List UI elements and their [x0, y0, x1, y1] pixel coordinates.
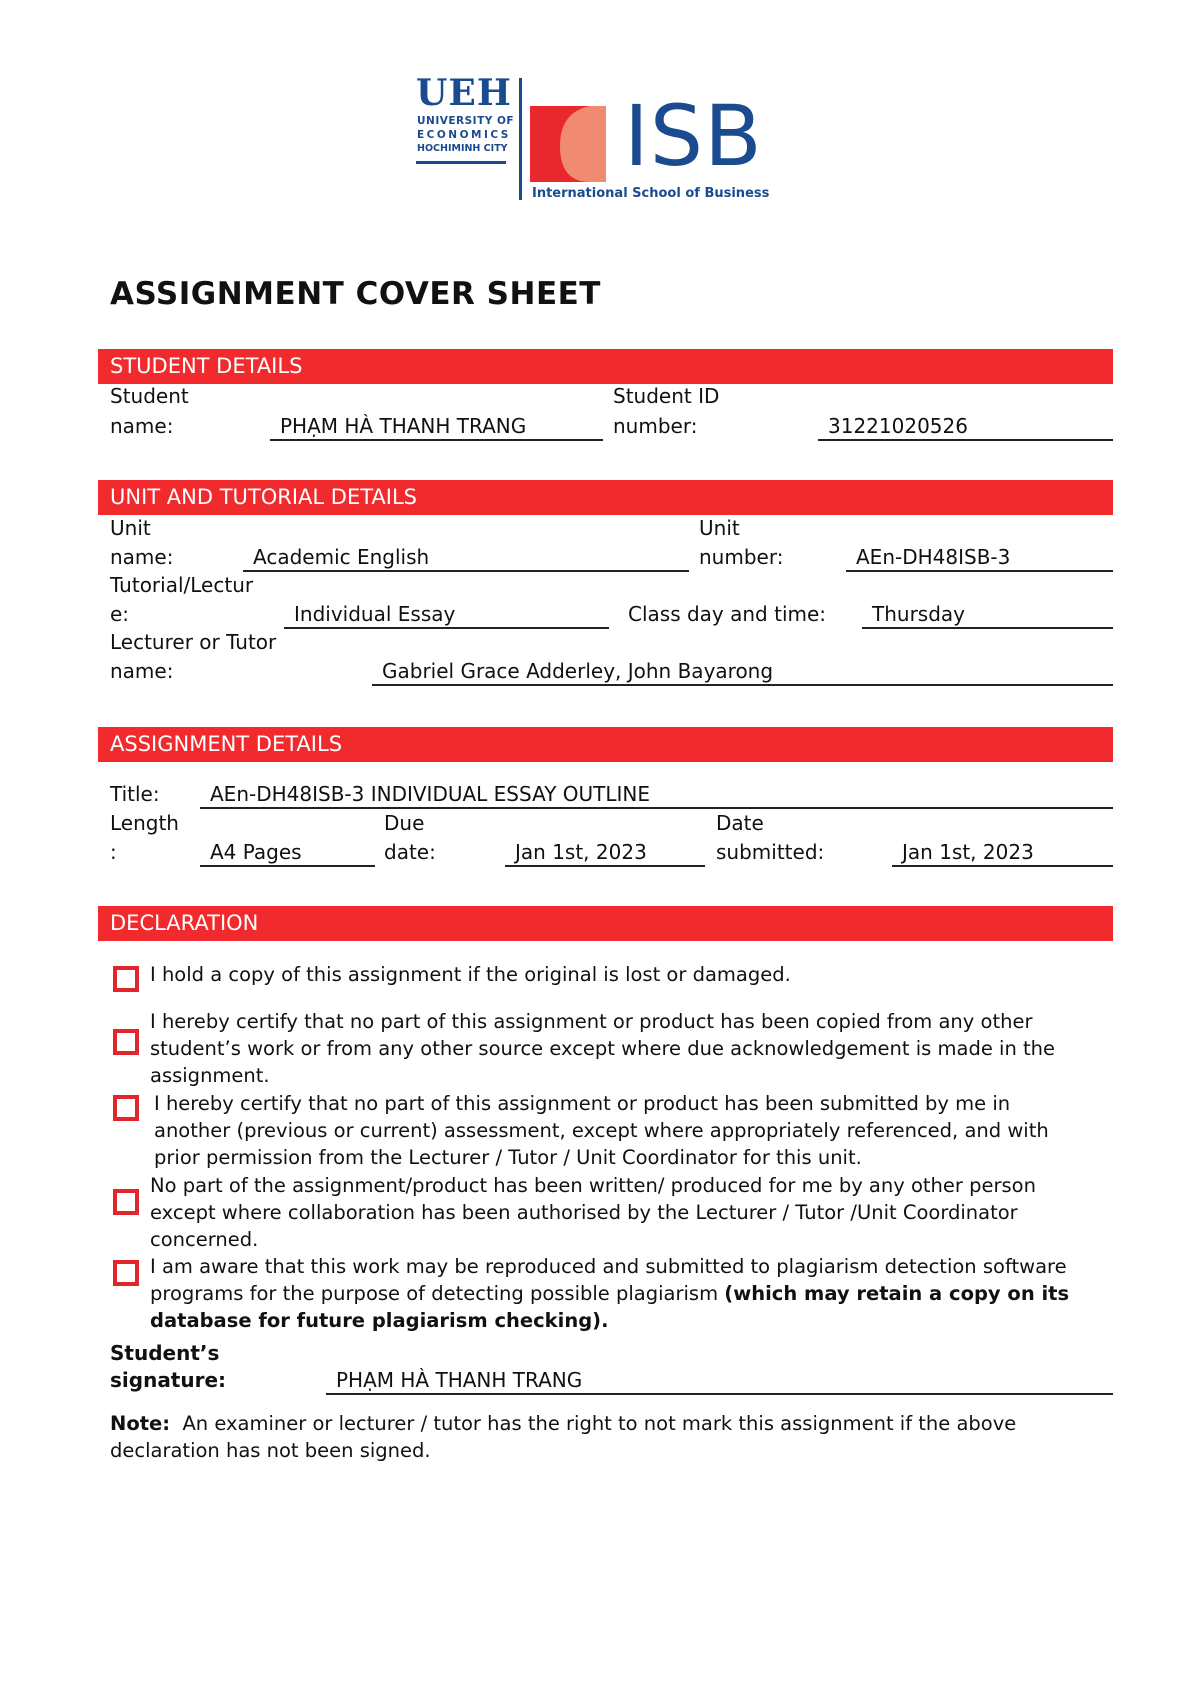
signature-label-2: signature:	[110, 1368, 227, 1392]
ueh-logo-line3: HOCHIMINH CITY	[417, 143, 508, 154]
section-header-unit-details: UNIT AND TUTORIAL DETAILS	[98, 480, 1113, 515]
unit-name-field[interactable]: Academic English	[243, 544, 689, 572]
declaration-text-5-bold: (which may retain a copy on its database for future plagiarism checking).	[150, 1282, 1070, 1332]
signature-field[interactable]: PHẠM HÀ THANH TRANG	[326, 1367, 1113, 1395]
section-header-declaration: DECLARATION	[98, 906, 1113, 941]
class-day-field[interactable]: Thursday	[862, 601, 1113, 629]
student-name-field[interactable]: PHẠM HÀ THANH TRANG	[270, 413, 603, 441]
unit-number-label-1: Unit	[699, 516, 740, 540]
declaration-checkbox-5[interactable]	[113, 1260, 139, 1286]
due-date-label-2: date:	[384, 840, 436, 864]
note-label: Note:	[110, 1412, 171, 1435]
declaration-checkbox-1[interactable]	[113, 966, 139, 992]
declaration-text-3: I hereby certify that no part of this assignment or product has been submitted by me in another (previous or current) assessment, except where appropriately referenced, and with prior permission from the Lecturer / Tutor / Unit Coordinator for this unit.	[154, 1092, 1049, 1169]
student-id-label-1: Student ID	[613, 384, 720, 408]
student-name-label-2: name:	[110, 414, 174, 438]
due-date-field[interactable]: Jan 1st, 2023	[505, 839, 705, 867]
declaration-checkbox-2[interactable]	[113, 1029, 139, 1055]
length-field[interactable]: A4 Pages	[200, 839, 375, 867]
declaration-text-2: I hereby certify that no part of this assignment or product has been copied from any other student’s work or from any other source except where due acknowledgement is made in the assignment.	[150, 1010, 1056, 1087]
student-id-field[interactable]: 31221020526	[818, 413, 1113, 441]
assignment-title-label: Title:	[110, 782, 160, 806]
declaration-text-5	[150, 1253, 1110, 1334]
unit-number-label-2: number:	[699, 545, 784, 569]
declaration-text-1: I hold a copy of this assignment if the original is lost or damaged.	[150, 963, 791, 986]
tutorial-label-2: e:	[110, 602, 130, 626]
signature-label-1: Student’s	[110, 1341, 220, 1365]
declaration-text-4: No part of the assignment/product has been written/ produced for me by any other person except where collaboration has been authorised by the Lecturer / Tutor /Unit Coordinator concerned.	[150, 1174, 1036, 1251]
ueh-logo-underline	[416, 161, 506, 164]
lecturer-label-1: Lecturer or Tutor	[110, 630, 277, 654]
student-id-label-2: number:	[613, 414, 698, 438]
length-label-2: :	[110, 840, 117, 864]
declaration-checkbox-4[interactable]	[113, 1189, 139, 1215]
due-date-label-1: Due	[384, 811, 425, 835]
declaration-note	[110, 1410, 1070, 1464]
date-submitted-label-1: Date	[716, 811, 764, 835]
isb-logo-title: ISB	[624, 87, 763, 185]
unit-name-label-1: Unit	[110, 516, 151, 540]
tutorial-field[interactable]: Individual Essay	[284, 601, 609, 629]
assignment-title-field[interactable]: AEn-DH48ISB-3 INDIVIDUAL ESSAY OUTLINE	[200, 781, 1113, 809]
unit-name-label-2: name:	[110, 545, 174, 569]
isb-logo-mark-icon	[530, 106, 610, 186]
logo-divider	[519, 78, 522, 200]
tutorial-label-1: Tutorial/Lectur	[110, 573, 254, 597]
section-header-assignment-details: ASSIGNMENT DETAILS	[98, 727, 1113, 762]
ueh-logo-line1: UNIVERSITY OF	[417, 115, 515, 127]
isb-logo-subtitle: International School of Business	[532, 186, 770, 201]
length-label-1: Length	[110, 811, 179, 835]
date-submitted-label-2: submitted:	[716, 840, 825, 864]
student-name-label-1: Student	[110, 384, 189, 408]
declaration-text-5-plain: I am aware that this work may be reproduced and submitted to plagiarism detection software programs for the purpose of detecting possible plagiarism	[150, 1255, 1067, 1305]
declaration-checkbox-3[interactable]	[113, 1095, 139, 1121]
note-text: An examiner or lecturer / tutor has the right to not mark this assignment if the above declaration has not been signed.	[110, 1412, 1017, 1462]
class-day-label: Class day and time:	[628, 602, 827, 626]
ueh-logo	[416, 72, 516, 168]
lecturer-field[interactable]: Gabriel Grace Adderley, John Bayarong	[372, 658, 1113, 686]
ueh-logo-line2: ECONOMICS	[417, 129, 511, 141]
unit-number-field[interactable]: AEn-DH48ISB-3	[846, 544, 1113, 572]
isb-logo	[530, 87, 790, 205]
ueh-logo-title: UEH	[416, 72, 512, 114]
lecturer-label-2: name:	[110, 659, 174, 683]
page-title: ASSIGNMENT COVER SHEET	[110, 276, 601, 312]
date-submitted-field[interactable]: Jan 1st, 2023	[892, 839, 1113, 867]
section-header-student-details: STUDENT DETAILS	[98, 349, 1113, 384]
